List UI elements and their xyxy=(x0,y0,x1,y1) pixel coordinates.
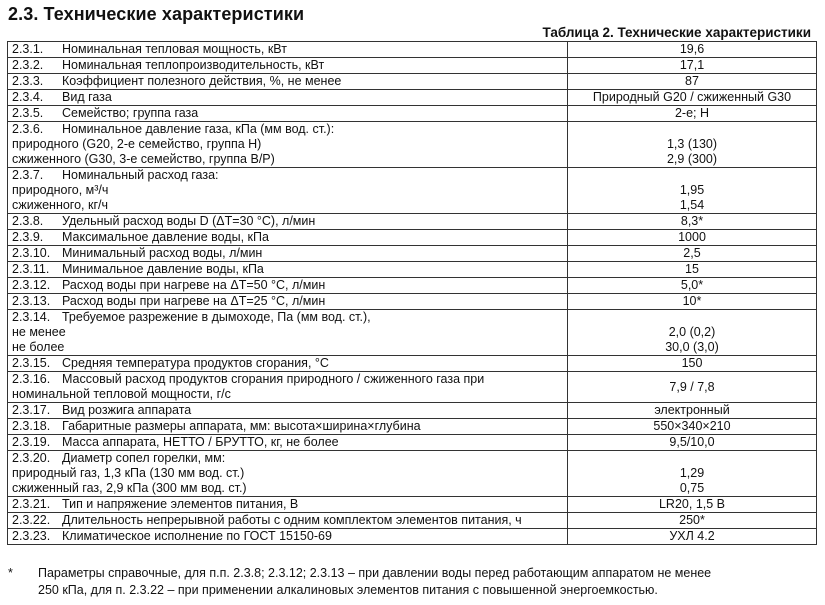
parameter-line xyxy=(12,168,563,183)
value-text: 2-е; Н xyxy=(674,106,710,120)
parameter-cell xyxy=(8,403,568,419)
item-number: 2.3.11. xyxy=(12,262,50,276)
value-text: LR20, 1,5 В xyxy=(658,497,725,511)
parameter-cell xyxy=(8,58,568,74)
value-cell xyxy=(568,419,817,435)
value-cell xyxy=(568,356,817,372)
parameter-line xyxy=(12,513,563,528)
value-text: 15 xyxy=(685,262,699,276)
item-number: 2.3.4. xyxy=(12,90,44,104)
value-cell xyxy=(568,58,817,74)
parameter-line xyxy=(12,262,563,277)
parameter-line xyxy=(12,340,563,355)
value-text: Природный G20 / сжиженный G30 xyxy=(592,90,792,104)
item-number: 2.3.22. xyxy=(12,513,51,527)
item-number: 2.3.19. xyxy=(12,435,51,449)
parameter-text: Номинальная тепловая мощность, кВт xyxy=(62,42,287,56)
parameter-text: номинальной тепловой мощности, г/с xyxy=(12,387,231,401)
parameter-line xyxy=(12,419,563,434)
value-text: 87 xyxy=(685,74,699,88)
parameter-line xyxy=(12,497,563,512)
parameter-cell xyxy=(8,214,568,230)
parameter-text: Массовый расход продуктов сгорания природного / сжиженного газа при xyxy=(62,372,485,386)
value-text: 1,54 xyxy=(679,198,705,212)
value-text xyxy=(572,310,812,325)
value-cell xyxy=(568,372,817,403)
parameter-line xyxy=(12,278,563,293)
value-cell xyxy=(568,106,817,122)
value-text: 550×340×210 xyxy=(653,419,731,433)
table-row xyxy=(8,214,817,230)
item-number: 2.3.1. xyxy=(12,42,44,56)
value-text: 2,5 xyxy=(683,246,701,260)
parameter-cell xyxy=(8,230,568,246)
parameter-text: Длительность непрерывной работы с одним комплектом элементов питания, ч xyxy=(62,513,522,527)
parameter-cell xyxy=(8,294,568,310)
item-number: 2.3.20. xyxy=(12,451,51,465)
value-cell xyxy=(568,42,817,58)
parameter-cell xyxy=(8,356,568,372)
value-text: 10* xyxy=(682,294,702,308)
value-text: 30,0 (3,0) xyxy=(665,340,719,354)
table-row xyxy=(8,294,817,310)
parameter-cell xyxy=(8,106,568,122)
value-cell xyxy=(568,513,817,529)
value-cell xyxy=(568,278,817,294)
table-row xyxy=(8,529,817,545)
parameter-cell xyxy=(8,513,568,529)
table-caption: Таблица 2. Технические характеристики xyxy=(542,25,811,40)
parameter-text: Климатическое исполнение по ГОСТ 15150-69 xyxy=(62,529,332,543)
table-row xyxy=(8,435,817,451)
item-number: 2.3.3. xyxy=(12,74,44,88)
value-text: 250* xyxy=(679,513,705,527)
parameter-text: Номинальное давление газа, кПа (мм вод. ст.): xyxy=(62,122,335,136)
specs-table xyxy=(7,41,817,545)
parameter-line xyxy=(12,214,563,229)
value-text: 8,3* xyxy=(680,214,704,228)
value-cell xyxy=(568,497,817,513)
parameter-cell xyxy=(8,451,568,497)
parameter-line xyxy=(12,387,563,402)
value-cell xyxy=(568,230,817,246)
parameter-cell xyxy=(8,90,568,106)
item-number: 2.3.17. xyxy=(12,403,51,417)
parameter-line xyxy=(12,481,563,496)
parameter-cell xyxy=(8,168,568,214)
value-cell xyxy=(568,451,817,497)
parameter-line xyxy=(12,106,563,121)
value-text: электронный xyxy=(654,403,730,417)
parameter-line xyxy=(12,198,563,213)
item-number: 2.3.14. xyxy=(12,310,51,324)
table-row xyxy=(8,262,817,278)
parameter-text: Вид розжига аппарата xyxy=(62,403,192,417)
parameter-line xyxy=(12,325,563,340)
parameter-line xyxy=(12,529,563,544)
parameter-cell xyxy=(8,74,568,90)
value-cell xyxy=(568,294,817,310)
item-number: 2.3.23. xyxy=(12,529,51,543)
parameter-line xyxy=(12,372,563,387)
table-row xyxy=(8,372,817,403)
value-cell xyxy=(568,74,817,90)
value-text: 2,9 (300) xyxy=(666,152,718,166)
item-number: 2.3.16. xyxy=(12,372,51,386)
parameter-cell xyxy=(8,246,568,262)
item-number: 2.3.13. xyxy=(12,294,51,308)
value-text: 150 xyxy=(681,356,703,370)
parameter-line xyxy=(12,137,563,152)
value-text xyxy=(572,122,812,137)
table-row xyxy=(8,278,817,294)
value-cell xyxy=(568,435,817,451)
table-row xyxy=(8,90,817,106)
table-row xyxy=(8,403,817,419)
value-cell xyxy=(568,168,817,214)
item-number: 2.3.5. xyxy=(12,106,44,120)
parameter-line xyxy=(12,356,563,371)
parameter-line xyxy=(12,74,563,89)
value-text: 5,0* xyxy=(680,278,704,292)
table-row xyxy=(8,168,817,214)
parameter-line xyxy=(12,310,563,325)
parameter-line xyxy=(12,435,563,450)
footnote-line: Параметры справочные, для п.п. 2.3.8; 2.3.12; 2.3.13 – при давлении воды перед работающим аппаратом не менее xyxy=(38,566,712,580)
parameter-text: Средняя температура продуктов сгорания, °С xyxy=(62,356,329,370)
parameter-cell xyxy=(8,42,568,58)
item-number: 2.3.8. xyxy=(12,214,44,228)
parameter-text: Требуемое разрежение в дымоходе, Па (мм вод. ст.), xyxy=(62,310,371,324)
value-text: УХЛ 4.2 xyxy=(669,529,715,543)
section-heading: 2.3. Технические характеристики xyxy=(8,4,305,24)
table-row xyxy=(8,230,817,246)
parameter-cell xyxy=(8,497,568,513)
value-cell xyxy=(568,529,817,545)
footnote-line: 250 кПа, для п. 2.3.22 – при применении алкалиновых элементов питания с повышенной энергоемкостью. xyxy=(38,583,658,597)
parameter-line xyxy=(12,90,563,105)
parameter-text: Вид газа xyxy=(62,90,112,104)
parameter-text: Номинальная теплопроизводительность, кВт xyxy=(62,58,325,72)
table-row xyxy=(8,42,817,58)
parameter-line xyxy=(12,403,563,418)
parameter-text: Номинальный расход газа: xyxy=(62,168,219,182)
table-row xyxy=(8,451,817,497)
parameter-line xyxy=(12,122,563,137)
parameter-text: Расход воды при нагреве на ΔT=50 °С, л/мин xyxy=(62,278,326,292)
parameter-line xyxy=(12,294,563,309)
parameter-text: Максимальное давление воды, кПа xyxy=(62,230,269,244)
footnote-text xyxy=(38,565,803,599)
value-text: 1,29 xyxy=(679,466,705,480)
value-cell xyxy=(568,90,817,106)
value-text: 2,0 (0,2) xyxy=(668,325,716,339)
item-number: 2.3.2. xyxy=(12,58,44,72)
parameter-text: Удельный расход воды D (ΔT=30 °С), л/мин xyxy=(62,214,316,228)
value-text xyxy=(572,168,812,183)
table-row xyxy=(8,419,817,435)
item-number: 2.3.12. xyxy=(12,278,51,292)
parameter-cell xyxy=(8,529,568,545)
parameter-text: природного (G20, 2-е семейство, группа Н) xyxy=(12,137,262,151)
table-row xyxy=(8,122,817,168)
parameter-text: сжиженного (G30, 3-е семейство, группа В/Р) xyxy=(12,152,275,166)
item-number: 2.3.21. xyxy=(12,497,51,511)
parameter-line xyxy=(12,42,563,57)
item-number: 2.3.7. xyxy=(12,168,44,182)
parameter-cell xyxy=(8,419,568,435)
table-row xyxy=(8,58,817,74)
table-row xyxy=(8,513,817,529)
table-row xyxy=(8,310,817,356)
parameter-text: Габаритные размеры аппарата, мм: высота×ширина×глубина xyxy=(62,419,421,433)
parameter-text: Масса аппарата, НЕТТО / БРУТТО, кг, не более xyxy=(62,435,339,449)
parameter-text: Семейство; группа газа xyxy=(62,106,199,120)
value-text: 19,6 xyxy=(679,42,705,56)
parameter-text: сжиженного, кг/ч xyxy=(12,198,109,212)
table-row xyxy=(8,497,817,513)
item-number: 2.3.9. xyxy=(12,230,44,244)
footnote-marker: * xyxy=(8,566,13,580)
item-number: 2.3.10. xyxy=(12,246,51,260)
parameter-text: Расход воды при нагреве на ΔT=25 °С, л/мин xyxy=(62,294,326,308)
parameter-text: Диаметр сопел горелки, мм: xyxy=(62,451,226,465)
value-text xyxy=(572,451,812,466)
item-number: 2.3.6. xyxy=(12,122,44,136)
parameter-line xyxy=(12,451,563,466)
parameter-text: Минимальный расход воды, л/мин xyxy=(62,246,263,260)
value-text: 9,5/10,0 xyxy=(669,435,715,449)
value-text: 17,1 xyxy=(679,58,705,72)
parameter-line xyxy=(12,230,563,245)
parameter-cell xyxy=(8,262,568,278)
value-cell xyxy=(568,403,817,419)
parameter-line xyxy=(12,466,563,481)
parameter-line xyxy=(12,58,563,73)
parameter-cell xyxy=(8,310,568,356)
table-row xyxy=(8,106,817,122)
parameter-text: Тип и напряжение элементов питания, В xyxy=(62,497,299,511)
value-text: 1,3 (130) xyxy=(666,137,718,151)
parameter-text: не менее xyxy=(12,325,66,339)
parameter-text: Коэффициент полезного действия, %, не менее xyxy=(62,74,342,88)
table-row xyxy=(8,246,817,262)
parameter-text: природный газ, 1,3 кПа (130 мм вод. ст.) xyxy=(12,466,245,480)
value-cell xyxy=(568,122,817,168)
parameter-cell xyxy=(8,372,568,403)
parameter-text: природного, м³/ч xyxy=(12,183,109,197)
parameter-line xyxy=(12,246,563,261)
parameter-line xyxy=(12,183,563,198)
value-text: 1,95 xyxy=(679,183,705,197)
value-cell xyxy=(568,246,817,262)
parameter-text: сжиженный газ, 2,9 кПа (300 мм вод. ст.) xyxy=(12,481,247,495)
value-text: 7,9 / 7,8 xyxy=(669,379,715,394)
specs-table-body xyxy=(8,42,817,545)
value-cell xyxy=(568,214,817,230)
value-cell xyxy=(568,262,817,278)
parameter-text: Минимальное давление воды, кПа xyxy=(62,262,264,276)
parameter-cell xyxy=(8,122,568,168)
parameter-line xyxy=(12,152,563,167)
value-text: 1000 xyxy=(678,230,706,244)
value-cell xyxy=(568,310,817,356)
parameter-text: не более xyxy=(12,340,65,354)
value-text: 0,75 xyxy=(679,481,705,495)
footnote xyxy=(8,565,813,599)
table-row xyxy=(8,356,817,372)
parameter-cell xyxy=(8,278,568,294)
table-row xyxy=(8,74,817,90)
item-number: 2.3.15. xyxy=(12,356,51,370)
item-number: 2.3.18. xyxy=(12,419,51,433)
parameter-cell xyxy=(8,435,568,451)
